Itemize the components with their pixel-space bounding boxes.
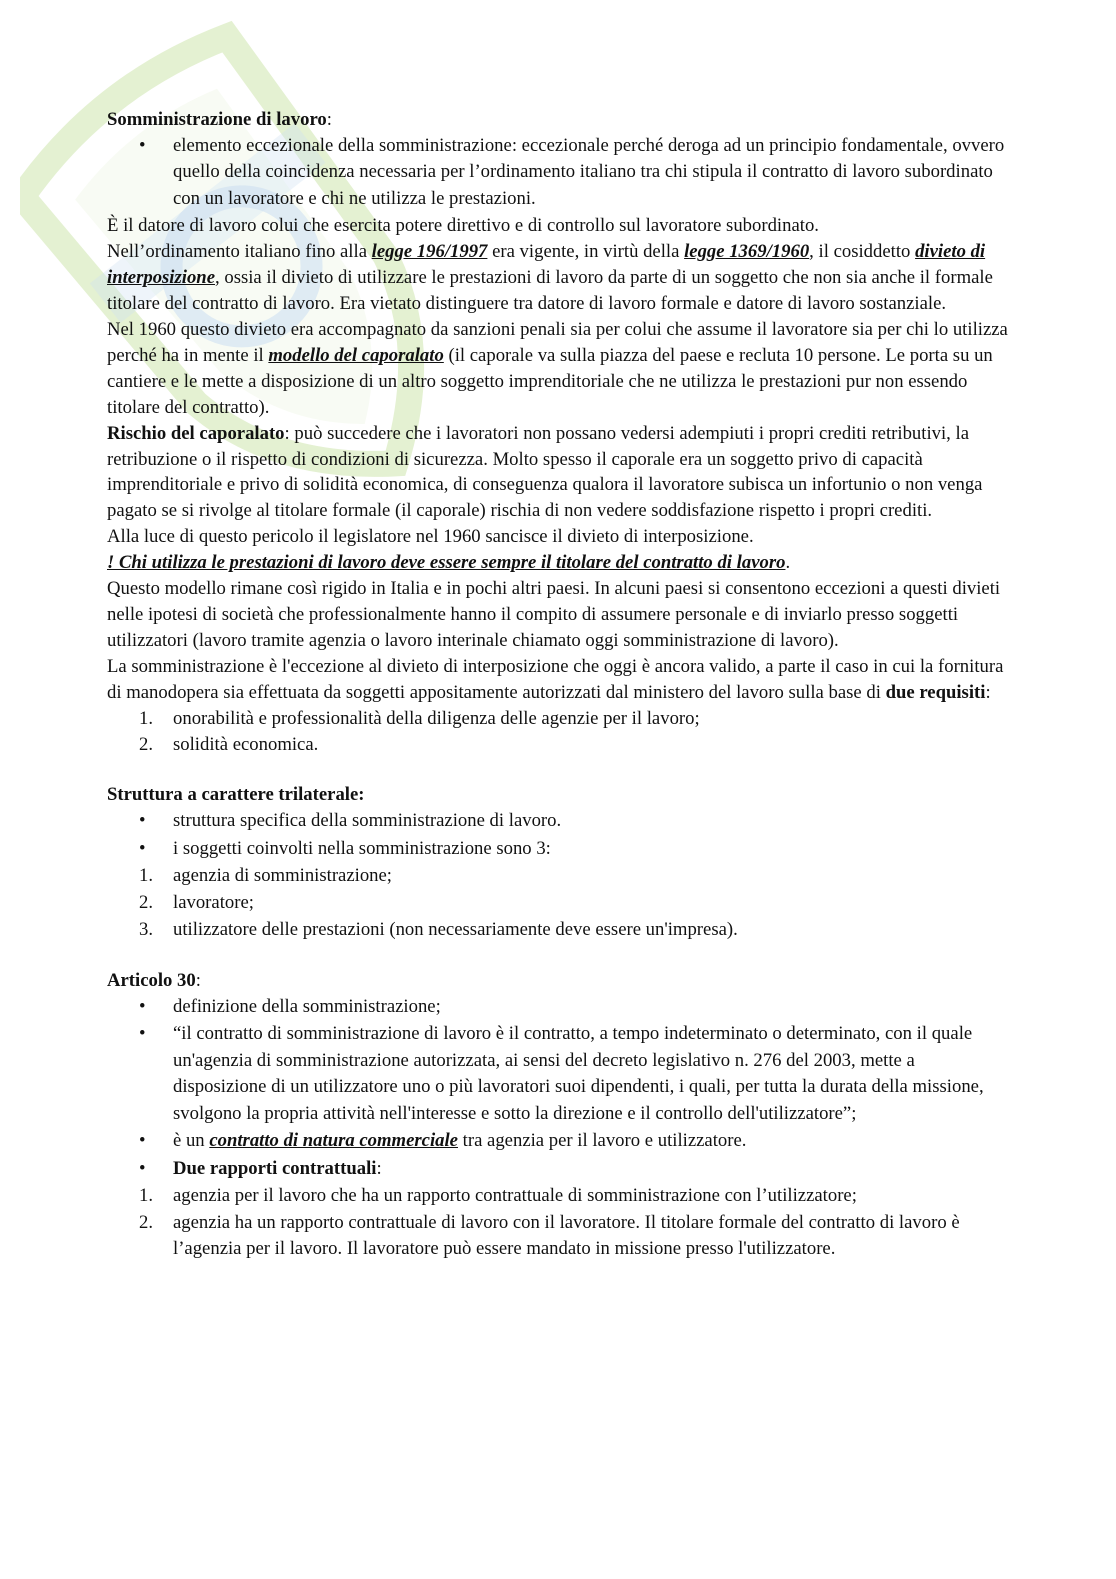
document-body bbox=[107, 107, 1012, 1262]
numbered-list bbox=[107, 1183, 1012, 1262]
law-reference-196-1997: legge 196/1997 bbox=[371, 241, 488, 263]
list-item: 2. lavoratore; bbox=[139, 892, 254, 914]
section-heading-somministrazione: Somministrazione di lavoro: bbox=[107, 109, 332, 130]
term-divieto-interposizione: divieto di interposizione bbox=[107, 241, 986, 289]
list-item: 2. agenzia ha un rapporto contrattuale di lavoro con il lavoratore. Il titolare formale del contratto di lavoro è l’agenzia per il lavoro. Il lavoratore può essere mandato in missione presso l'utilizzatore. bbox=[139, 1212, 960, 1260]
list-item: • definizione della somministrazione; bbox=[107, 994, 1012, 1021]
term-modello-caporalato: modello del caporalato bbox=[268, 344, 444, 366]
paragraph: Nel 1960 questo divieto era accompagnato da sanzioni penali sia per colui che assume il lavoratore sia per chi lo utilizza perché ha in mente il modello del caporalato (il caporale va sulla piazza del paese e recluta 10 persone. Le porta su un cantiere e le mette a disposizione di un altro soggetto imprenditoriale che ne utilizza le prestazioni pur non essendo titolare del contratto). bbox=[107, 319, 1008, 418]
list-item: • struttura specifica della somministrazione di lavoro. bbox=[107, 808, 1012, 835]
list-item: 2. solidità economica. bbox=[139, 733, 319, 755]
list-item: • elemento eccezionale della somministrazione: eccezionale perché deroga ad un principio fondamentale, ovvero quello della coincidenza necessaria per l’ordinamento italiano tra chi stipula il contratto di lavoro subordinato con un lavoratore e chi ne utilizza le prestazioni. bbox=[107, 133, 1012, 213]
bullet-list bbox=[107, 994, 1012, 1183]
list-item: • Due rapporti contrattuali: bbox=[107, 1156, 1012, 1183]
bullet-list bbox=[107, 133, 1012, 213]
paragraph: Nell’ordinamento italiano fino alla legge 196/1997 era vigente, in virtù della legge 1369/1960, il cosiddetto divieto di interposizione, ossia il divieto di utilizzare le prestazioni di lavoro da parte di un soggetto che non sia anche il formale titolare del contratto di lavoro. Era vietato distinguere tra datore di lavoro formale e datore di lavoro sostanziale. bbox=[107, 241, 993, 315]
list-item: 3. utilizzatore delle prestazioni (non necessariamente deve essere un'impresa). bbox=[139, 919, 738, 941]
section-heading-struttura: Struttura a carattere trilaterale: bbox=[107, 784, 365, 806]
paragraph: È il datore di lavoro colui che esercita potere direttivo e di controllo sul lavoratore subordinato. bbox=[107, 215, 819, 237]
list-item: 1. agenzia di somministrazione; bbox=[139, 865, 392, 887]
list-item: 1. onorabilità e professionalità della diligenza delle agenzie per il lavoro; bbox=[139, 707, 700, 729]
law-reference-1369-1960: legge 1369/1960 bbox=[684, 241, 810, 263]
bullet-list bbox=[107, 808, 1012, 862]
key-principle: ! Chi utilizza le prestazioni di lavoro deve essere sempre il titolare del contratto di lavoro. bbox=[107, 552, 791, 574]
paragraph: Alla luce di questo pericolo il legislatore nel 1960 sancisce il divieto di interposizione. bbox=[107, 526, 754, 548]
list-item: • è un contratto di natura commerciale tra agenzia per il lavoro e utilizzatore. bbox=[107, 1128, 1012, 1155]
section-heading-articolo-30: Articolo 30: bbox=[107, 970, 201, 992]
numbered-list bbox=[107, 863, 1012, 943]
list-item: 1. agenzia per il lavoro che ha un rapporto contrattuale di somministrazione con l’utilizzatore; bbox=[139, 1185, 857, 1207]
paragraph: Rischio del caporalato: può succedere che i lavoratori non possano vedersi adempiuti i propri crediti retributivi, la retribuzione o il rispetto di condizioni di sicurezza. Molto spesso il caporale era un soggetto privo di capacità imprenditoriale e privo di solidità economica, di conseguenza qualora il lavoratore subisca un infortunio o non venga pagato se si rivolge al titolare formale (il caporale) rischia di non vedere soddisfazione rispetto i propri crediti. bbox=[107, 422, 983, 522]
list-item: • “il contratto di somministrazione di lavoro è il contratto, a tempo indeterminato o determinato, con il quale un'agenzia di somministrazione autorizzata, ai sensi del decreto legislativo n. 276 del 2003, mette a disposizione di un utilizzatore uno o più lavoratori suoi dipendenti, i quali, per tutta la durata della missione, svolgono la propria attività nell'interesse e sotto la direzione e il controllo dell'utilizzatore”; bbox=[107, 1021, 1012, 1127]
paragraph: Questo modello rimane così rigido in Italia e in pochi altri paesi. In alcuni paesi si consentono eccezioni a questi divieti nelle ipotesi di società che professionalmente hanno il compito di assumere personale e di inviarlo presso soggetti utilizzatori (lavoro tramite agenzia o lavoro interinale chiamato oggi somministrazione di lavoro). bbox=[107, 578, 1001, 651]
paragraph: La somministrazione è l'eccezione al divieto di interposizione che oggi è ancora valido, a parte il caso in cui la fornitura di manodopera sia effettuata da soggetti appositamente autorizzati dal ministero del lavoro sulla base di due requisiti: bbox=[107, 655, 1004, 703]
list-item: • i soggetti coinvolti nella somministrazione sono 3: bbox=[107, 836, 1012, 863]
numbered-list bbox=[107, 706, 1012, 758]
term-contratto-natura-commerciale: contratto di natura commerciale bbox=[209, 1130, 458, 1152]
